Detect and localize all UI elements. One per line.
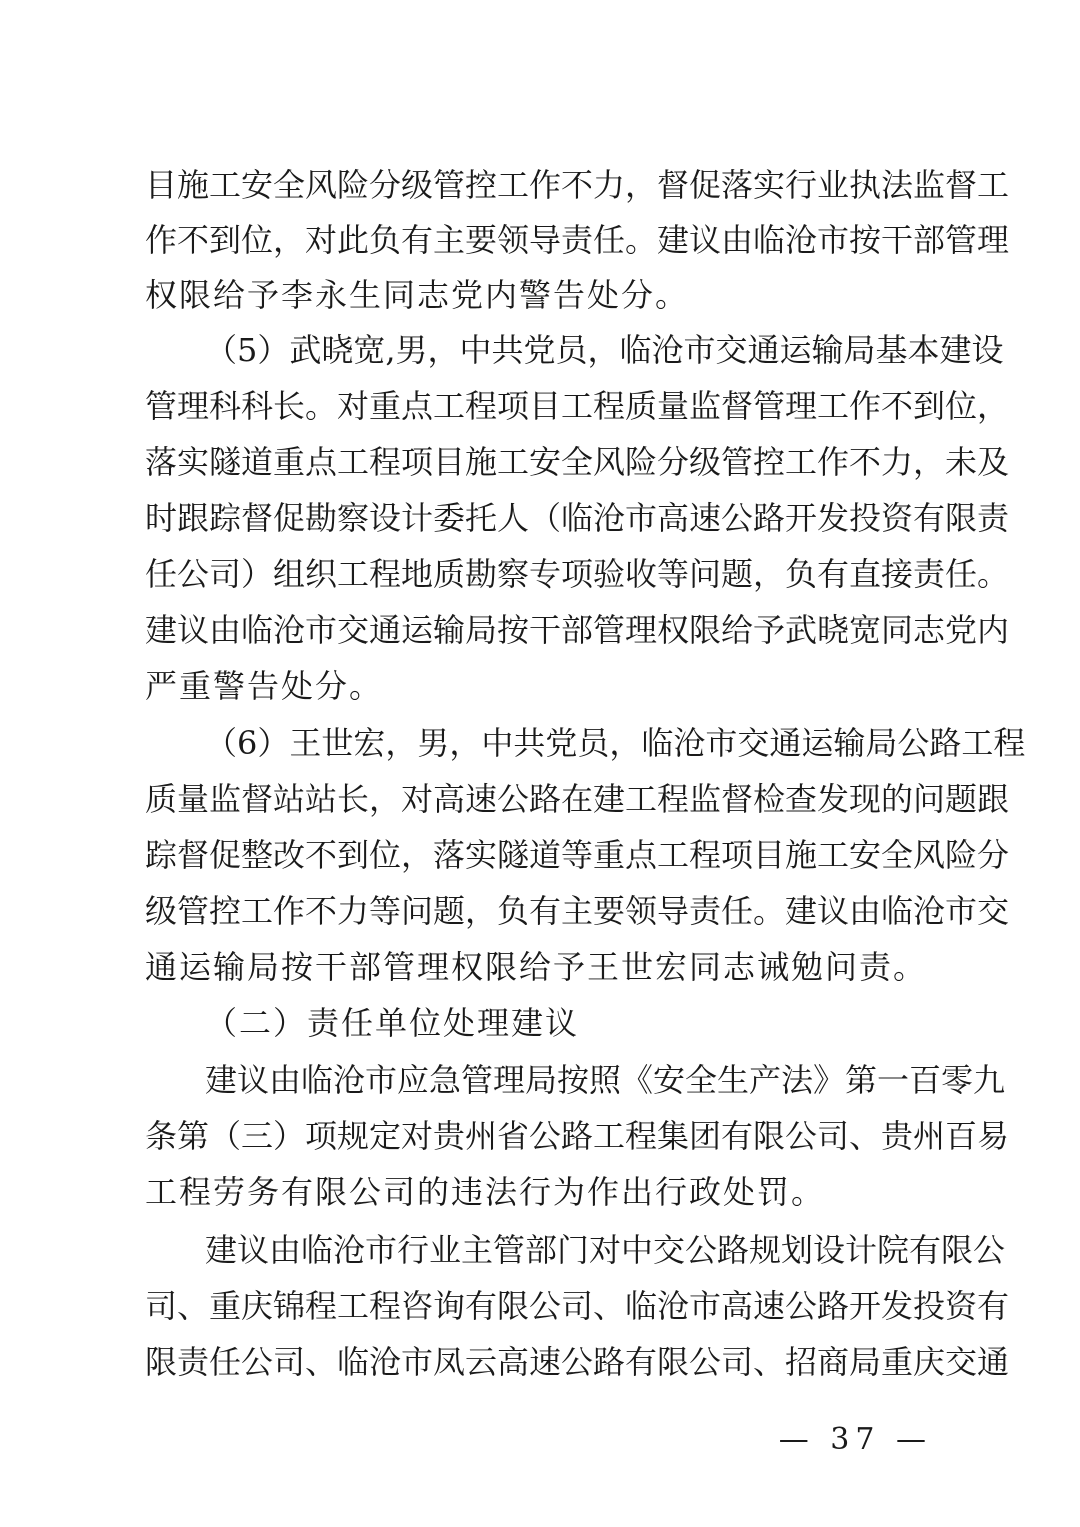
text-line: 建议由临沧市交通运输局按干部管理权限给予武晓宽同志党内 <box>145 611 1010 649</box>
text-line: 质量监督站站长，对高速公路在建工程监督检查发现的问题跟 <box>145 780 1010 818</box>
text-line: 任公司）组织工程地质勘察专项验收等问题，负有直接责任。 <box>145 555 1010 593</box>
section-heading: （二）责任单位处理建议 <box>205 1004 580 1042</box>
text-line: 条第（三）项规定对贵州省公路工程集团有限公司、贵州百易 <box>145 1117 1010 1155</box>
text-line: 踪督促整改不到位，落实隧道等重点工程项目施工安全风险分 <box>145 836 1010 874</box>
text-line: 作不到位，对此负有主要领导责任。建议由临沧市按干部管理 <box>145 221 1010 259</box>
text-line: 严重警告处分。 <box>145 667 384 705</box>
page-number: — 37 — <box>778 1422 932 1457</box>
text-line: 管理科科长。对重点工程项目工程质量监督管理工作不到位， <box>145 387 1010 425</box>
text-line: （5）武晓宽,男，中共党员，临沧市交通运输局基本建设 <box>205 331 1004 369</box>
text-line: 司、重庆锦程工程咨询有限公司、临沧市高速公路开发投资有 <box>145 1287 1010 1325</box>
text-line: 时跟踪督促勘察设计委托人（临沧市高速公路开发投资有限责 <box>145 499 1010 537</box>
text-line: 限责任公司、临沧市凤云高速公路有限公司、招商局重庆交通 <box>145 1343 1010 1381</box>
text-line: （6）王世宏，男，中共党员，临沧市交通运输局公路工程 <box>205 724 1026 762</box>
text-line: 级管控工作不力等问题，负有主要领导责任。建议由临沧市交 <box>145 892 1010 930</box>
text-line: 通运输局按干部管理权限给予王世宏同志诫勉问责。 <box>145 948 928 986</box>
text-line: 权限给予李永生同志党内警告处分。 <box>145 276 690 314</box>
text-line: 落实隧道重点工程项目施工安全风险分级管控工作不力，未及 <box>145 443 1010 481</box>
text-line: 建议由临沧市行业主管部门对中交公路规划设计院有限公 <box>205 1231 1006 1269</box>
text-line: 工程劳务有限公司的违法行为作出行政处罚。 <box>145 1173 826 1211</box>
text-line: 目施工安全风险分级管控工作不力，督促落实行业执法监督工 <box>145 166 1010 204</box>
text-line: 建议由临沧市应急管理局按照《安全生产法》第一百零九 <box>205 1061 1006 1099</box>
